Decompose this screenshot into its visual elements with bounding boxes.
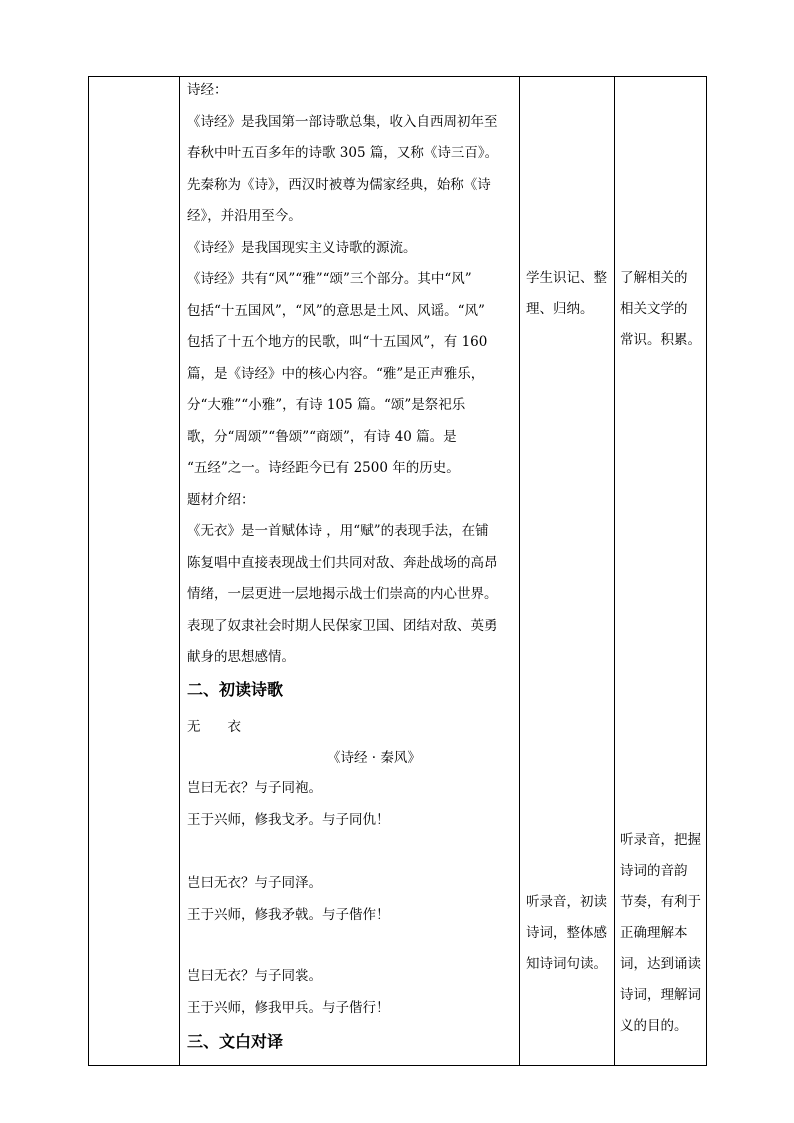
intent-line: 诗词，理解词 bbox=[620, 987, 701, 1003]
table-border-right bbox=[706, 76, 707, 1066]
activity-line: 理、归纳。 bbox=[526, 301, 594, 317]
intent-line: 相关文学的 bbox=[620, 301, 688, 317]
activity-line: 学生识记、整 bbox=[526, 270, 607, 286]
poem-title: 无 衣 bbox=[187, 719, 241, 735]
content-line: 《诗经》是我国第一部诗歌总集，收入自西周初年至 bbox=[187, 114, 498, 130]
content-line: 包括“十五国风”，“风”的意思是土风、风谣。“风” bbox=[187, 303, 485, 319]
content-line: 春秋中叶五百多年的诗歌 305 篇，又称《诗三百》。 bbox=[187, 145, 499, 161]
intent-line: 听录音，把握 bbox=[620, 832, 701, 848]
content-line: 包括了十五个地方的民歌，叫“十五国风”，有 160 bbox=[187, 334, 488, 350]
section-heading: 二、初读诗歌 bbox=[187, 680, 284, 699]
intent-line: 了解相关的 bbox=[620, 270, 688, 286]
poem-source: 《诗经 · 秦风》 bbox=[327, 750, 421, 766]
content-line: 经》，并沿用至今。 bbox=[187, 208, 302, 224]
table-border-col3 bbox=[519, 76, 520, 1066]
content-line: 篇，是《诗经》中的核心内容。“雅”是正声雅乐， bbox=[187, 366, 485, 382]
table-border-col4 bbox=[614, 76, 615, 1066]
content-line: 《诗经》共有“风”“雅”“颂”三个部分。其中“风” bbox=[187, 271, 472, 287]
section-heading: 三、文白对译 bbox=[187, 1032, 284, 1051]
poem-line: 王于兴师，修我戈矛。与子同仇！ bbox=[187, 812, 390, 828]
activity-line: 知诗词句读。 bbox=[526, 956, 607, 972]
poem-line: 王于兴师，修我甲兵。与子偕行！ bbox=[187, 1000, 390, 1016]
content-line: 《无衣》是一首赋体诗 ，用“赋”的表现手法，在铺 bbox=[187, 523, 489, 539]
activity-line: 诗词，整体感 bbox=[526, 925, 607, 941]
content-line: 诗经： bbox=[187, 82, 228, 98]
content-line: “五经”之一。诗经距今已有 2500 年的历史。 bbox=[187, 460, 460, 476]
intent-line: 常识。积累。 bbox=[620, 332, 701, 348]
content-line: 分“大雅”“小雅”，有诗 105 篇。“颂”是祭祀乐 bbox=[187, 397, 466, 413]
poem-line: 王于兴师，修我矛戟。与子偕作！ bbox=[187, 907, 390, 923]
content-line: 歌，分“周颂”“鲁颂”“商颂”，有诗 40 篇。是 bbox=[187, 429, 457, 445]
intent-line: 诗词的音韵 bbox=[620, 863, 688, 879]
content-line: 情绪，一层更进一层地揭示战士们崇高的内心世界。 bbox=[187, 586, 498, 602]
content-line: 《诗经》是我国现实主义诗歌的源流。 bbox=[187, 240, 417, 256]
content-line: 题材介绍： bbox=[187, 492, 255, 508]
intent-line: 词，达到诵读 bbox=[620, 956, 701, 972]
poem-line: 岂曰无衣？与子同泽。 bbox=[187, 875, 322, 891]
intent-line: 节奏，有利于 bbox=[620, 894, 701, 910]
content-line: 先秦称为《诗》，西汉时被尊为儒家经典，始称《诗 bbox=[187, 177, 491, 193]
content-line: 献身的思想感情。 bbox=[187, 649, 295, 665]
content-line: 表现了奴隶社会时期人民保家卫国、团结对敌、英勇 bbox=[187, 618, 498, 634]
content-line: 陈复唱中直接表现战士们共同对敌、奔赴战场的高昂 bbox=[187, 555, 498, 571]
poem-line: 岂曰无衣？与子同裳。 bbox=[187, 968, 322, 984]
intent-line: 义的目的。 bbox=[620, 1018, 688, 1034]
activity-line: 听录音，初读 bbox=[526, 894, 607, 910]
poem-line: 岂曰无衣？与子同袍。 bbox=[187, 780, 322, 796]
table-border-col2 bbox=[179, 76, 180, 1066]
intent-line: 正确理解本 bbox=[620, 925, 688, 941]
table-border-left bbox=[88, 76, 89, 1066]
